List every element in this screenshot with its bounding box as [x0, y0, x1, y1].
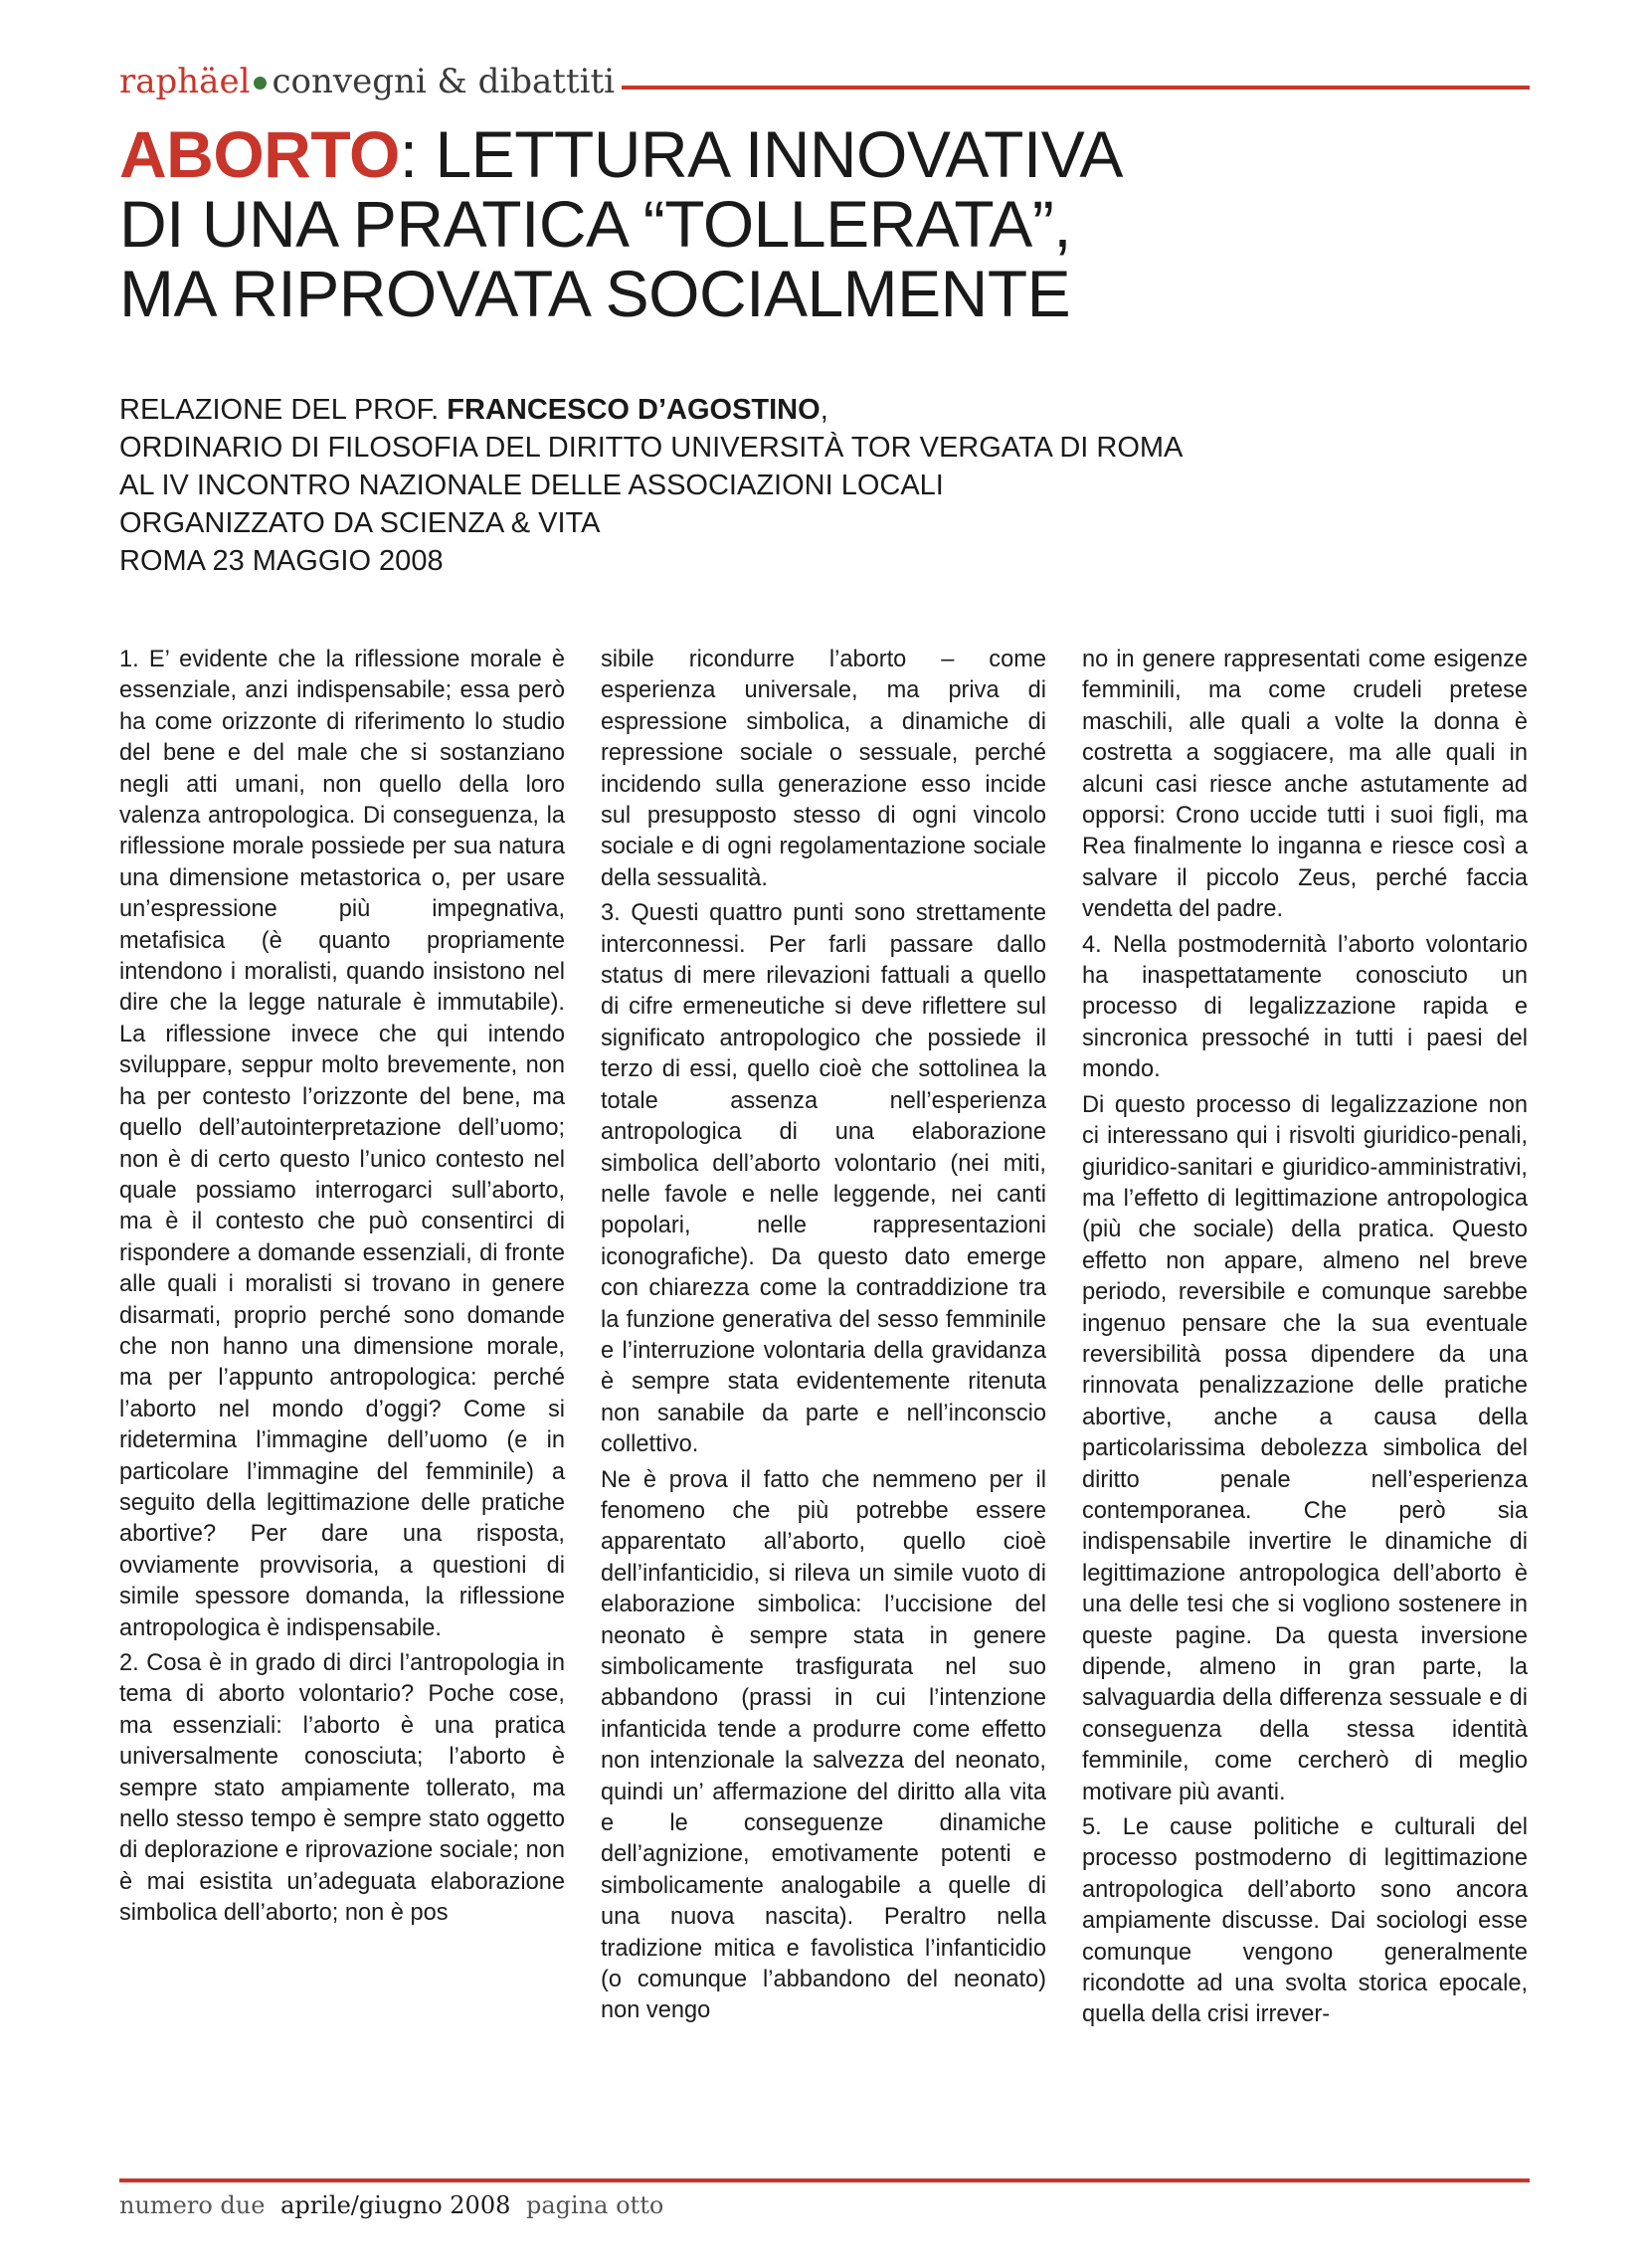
paragraph-4: 4. Nella postmodernità l’aborto volontario ha inaspettatamente conosciuto un processo di legalizzazione rapida e sincronica pressoché in tutti i paesi del mondo.: [1082, 931, 1528, 1083]
brand-logo: [119, 62, 615, 101]
title-line-1: [119, 119, 1452, 189]
byline-line-1: [119, 391, 1512, 429]
paragraph-2: 2. Cosa è in grado di dirci l’antropologia in tema di aborto volontario? Poche cose, ma essenziali: l’aborto è una pratica universalmente conosciuta; l’aborto è sempre stato ampiamente tollerato, ma nello stesso tempo è sempre stato oggetto di deplorazione e riprovazione sociale; non è mai esistita un’adeguata elaborazione simbolica dell’aborto; non è pos: [119, 1650, 565, 1927]
byline-line-3: AL IV INCONTRO NAZIONALE DELLE ASSOCIAZIONI LOCALI: [119, 470, 944, 501]
column-2: [601, 645, 1046, 2031]
title-line-3: MA RIPROVATA SOCIALMENTE: [119, 257, 1071, 330]
brand-name: raphäel: [119, 62, 251, 101]
header-divider: [622, 86, 1530, 90]
footer-issue-date: aprile/giugno 2008: [280, 2191, 511, 2219]
footer-page-number: pagina otto: [526, 2191, 664, 2219]
paragraph-5: 5. Le cause politiche e culturali del processo postmoderno di legittimazione antropologica dell’aborto sono ancora ampiamente discusse. Dai sociologi esse comunque vengono generalmente ricondotte ad una svolta storica epocale, quella della crisi irrever-: [1082, 1814, 1528, 2028]
emblem-icon: [254, 77, 267, 90]
paragraph-2-continued: sibile ricondurre l’aborto – come esperienza universale, ma priva di espressione simbolica, a dinamiche di repressione sociale o sessuale, perché incidendo sulla generazione esso incide sul presupposto stesso di ogni vincolo sociale e di ogni regolamentazione sociale della sessualità.: [601, 647, 1046, 891]
column-1: [119, 645, 565, 1934]
article-title: [119, 119, 1452, 328]
page-footer: [119, 2191, 663, 2219]
title-line-2: DI UNA PRATICA “TOLLERATA”,: [119, 187, 1072, 261]
footer-divider: [119, 2178, 1530, 2182]
byline-line-2: ORDINARIO DI FILOSOFIA DEL DIRITTO UNIVERSITÀ TOR VERGATA DI ROMA: [119, 432, 1184, 464]
title-line-1-rest: : LETTURA INNOVATIVA: [399, 117, 1123, 191]
paragraph-3: 3. Questi quattro punti sono strettamente interconnessi. Per farli passare dallo status di mere rilevazioni fattuali a quello di cifre ermeneutiche si deve riflettere sul significato antropologico che possiede il terzo di essi, quello cioè che sottolinea la totale assenza nell’esperienza antropologica di una elaborazione simbolica dell’aborto volontario (nei miti, nelle favole e nelle leggende, nei canti popolari, nelle rappresentazioni iconografiche). Da questo dato emerge con chiarezza come la contraddizione tra la funzione generativa del sesso femminile e l’interruzione volontaria della gravidanza è sempre stata evidentemente ritenuta non sanabile da parte e nell’inconscio collettivo.: [601, 900, 1046, 1458]
paragraph-3b: Ne è prova il fatto che nemmeno per il fenomeno che più potrebbe essere apparentato all’aborto, quello cioè dell’infanticidio, si rileva un simile vuoto di elaborazione simbolica: l’uccisione del neonato è sempre stata in genere simbolicamente trasfigurata nel suo abbandono (prassi in cui l’intenzione infanticida tende a produrre come effetto non intenzionale la salvezza del neonato, quindi un’ affermazione del diritto alla vita e le conseguenze dinamiche dell’agnizione, emotivamente potenti e simbolicamente analogabile a quelle di una nuova nascita). Peraltro nella tradizione mitica e favolistica l’infanticidio (o comunque l’abbandono del neonato) non vengo: [601, 1466, 1046, 2024]
byline-comma: ,: [820, 394, 828, 426]
section-label: convegni & dibattiti: [272, 62, 616, 101]
title-accent: ABORTO: [119, 117, 400, 191]
page-header: [119, 52, 1530, 111]
byline: [119, 391, 1512, 580]
article-body: [119, 645, 1529, 2176]
paragraph-4b: Di questo processo di legalizzazione non ci interessano qui i risvolti giuridico-penali, giuridico-sanitari e giuridico-amministrativi, ma l’effetto di legittimazione antropologica (più che sociale) della pratica. Questo effetto non appare, almeno nel breve periodo, reversibile e comunque sarebbe ingenuo pensare che la sua eventuale reversibilità possa dipendere da una rinnovata penalizzazione delle pratiche abortive, anche a causa della particolarissima debolezza simbolica del diritto penale nell’esperienza contemporanea. Che però sia indispensabile invertire le dinamiche di legittimazione antropologica dell’aborto è una delle tesi che si vogliono sostenere in queste pagine. Da questa inversione dipende, almeno in gran parte, la salvaguardia della differenza sessuale e di conseguenza della stessa identità femminile, come cercherò di meglio motivare più avanti.: [1082, 1091, 1528, 1805]
author-name: FRANCESCO D’AGOSTINO: [447, 394, 821, 426]
column-3: [1082, 645, 1528, 2035]
paragraph-3b-continued: no in genere rappresentati come esigenze femminili, ma come crudeli pretese maschili, alle quali a volte la donna è costretta a soggiacere, ma alle quali in alcuni casi riesce anche astutamente ad opporsi: Crono uccide tutti i suoi figli, ma Rea finalmente lo inganna e riesce così a salvare il piccolo Zeus, perché faccia vendetta del padre.: [1082, 647, 1528, 923]
footer-issue-number: numero due: [119, 2191, 266, 2219]
byline-prefix: RELAZIONE DEL PROF.: [119, 394, 448, 426]
byline-line-5: ROMA 23 MAGGIO 2008: [119, 545, 444, 577]
byline-line-4: ORGANIZZATO DA SCIENZA & VITA: [119, 507, 601, 539]
paragraph-1: 1. E’ evidente che la riflessione morale è essenziale, anzi indispensabile; essa però ha come orizzonte di riferimento lo studio del bene e del male che si sostanziano negli atti umani, non quello della loro valenza antropologica. Di conseguenza, la riflessione morale possiede per sua natura una dimensione metastorica o, per usare un’espressione più impegnativa, metafisica (è quanto propriamente intendono i moralisti, quando insistono nel dire che la legge naturale è immutabile). La riflessione invece che qui intendo sviluppare, seppur molto brevemente, non ha per contesto l’orizzonte del bene, ma quello dell’autointerpretazione dell’uomo; non è di certo questo l’unico contesto nel quale possiamo interrogarci sull’aborto, ma è il contesto che può consentirci di rispondere a domande essenziali, di fronte alle quali i moralisti si trovano in genere disarmati, proprio perché sono domande che non hanno una dimensione morale, ma per l’appunto antropologica: perché l’aborto nel mondo d’oggi? Come si ridetermina l’immagine dell’uomo (e in particolare l’immagine del femminile) a seguito della legittimazione delle pratiche abortive? Per dare una risposta, ovviamente provvisoria, a questioni di simile spessore domanda, la riflessione antropologica è indispensabile.: [119, 647, 565, 1641]
